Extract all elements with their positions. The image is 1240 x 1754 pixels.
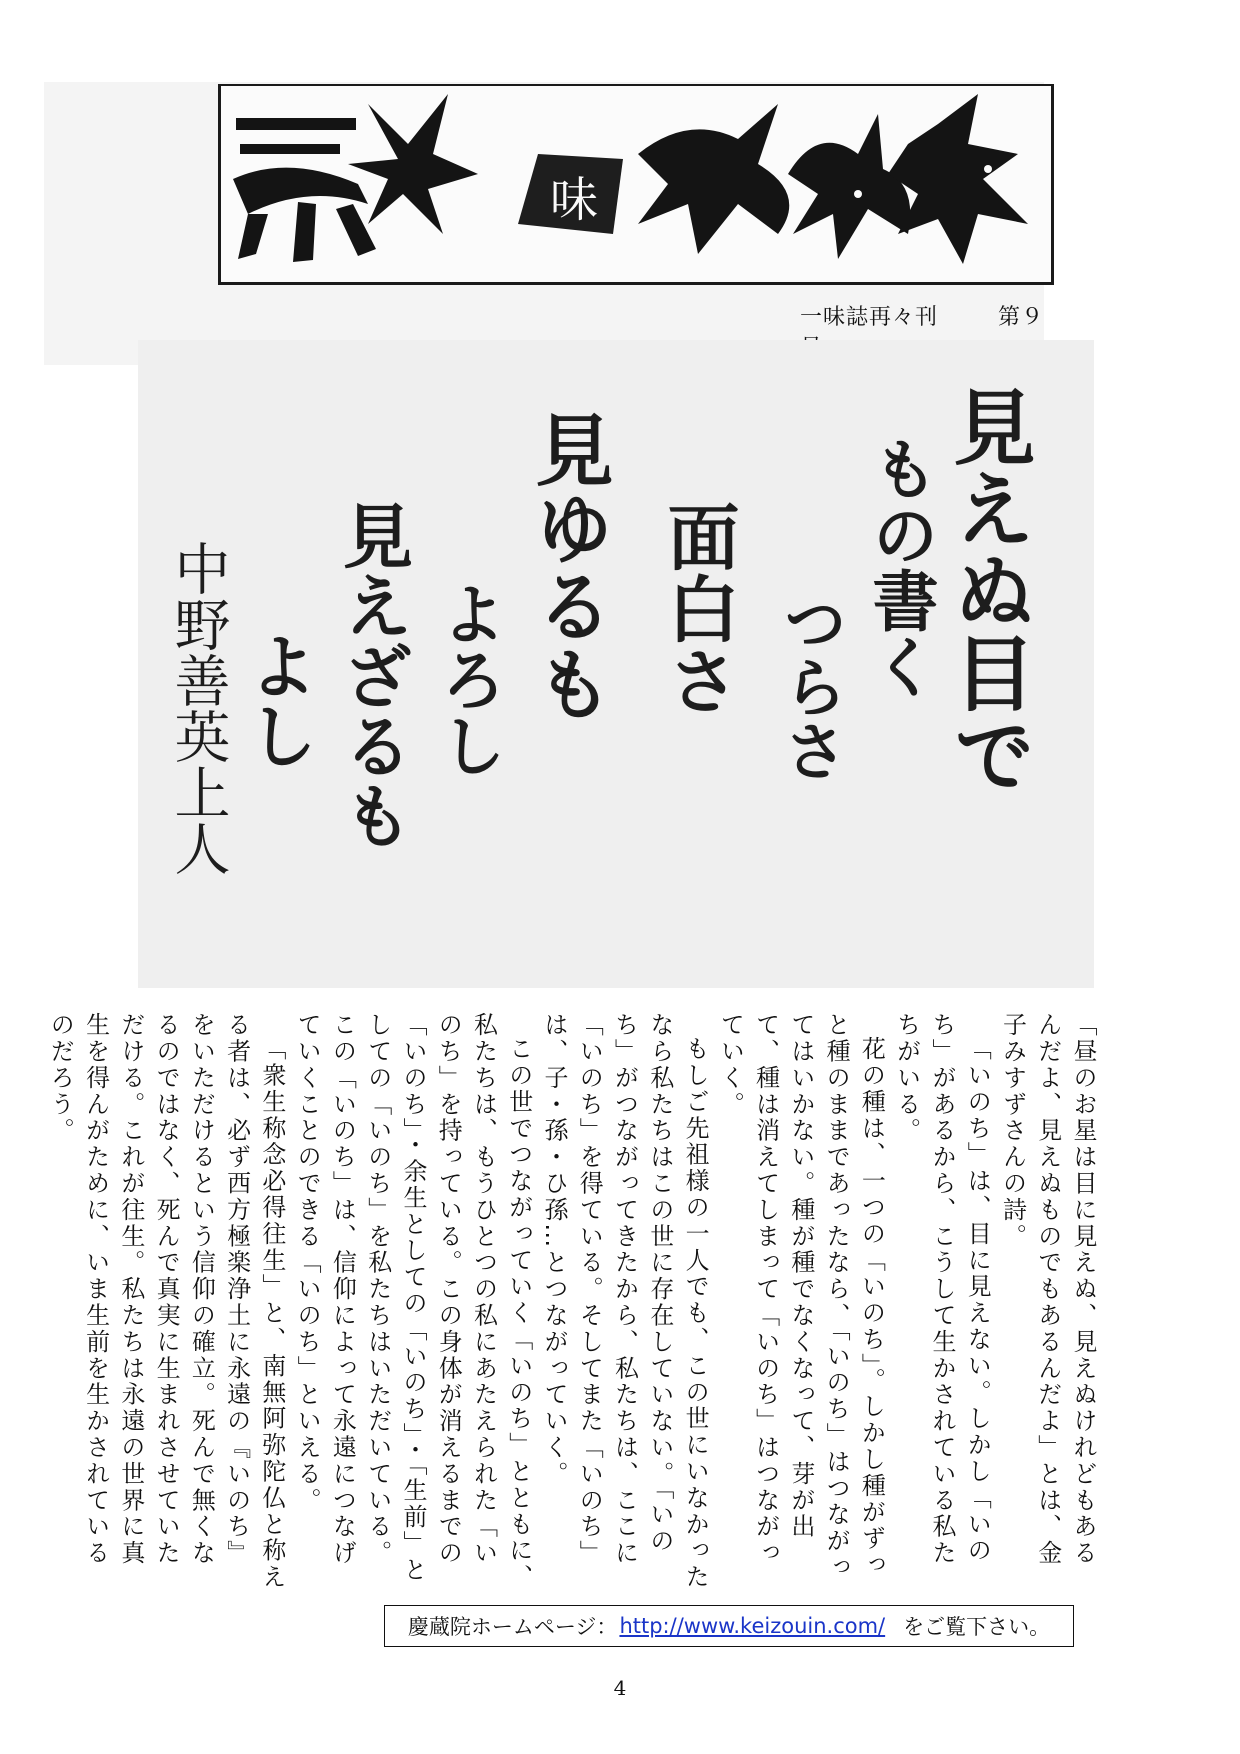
calligraphy-column: もの書く <box>861 435 939 699</box>
masthead-stroke <box>240 144 340 154</box>
calligraphy-column: よし <box>236 630 320 770</box>
issue-title: 一味誌再々刊 <box>800 305 939 330</box>
paragraph: 「いのち」は、目に見えない。しかし「いのち」があるから、こうして生かされている私たちがいる。 <box>892 1012 992 1567</box>
paragraph: もしご先祖様の一人でも、この世にいなかったなら私たちはこの世に存在していない。「いのち」がつながってきたから、私たちは、ここに「いのち」を得ている。そしてまた「いのち」は、子・孫・ひ孫…とつながっていく。 <box>540 1012 710 1591</box>
paragraph: 「衆生称念必得往生」と、南無阿弥陀仏と称える者は、必ず西方極楽浄土に永遠の『いのち』をいただけるという信仰の確立。死んで無くなるのではなく、死んで真実に生まれさせていただける。これが往生。私たちは永遠の世界に真生を得んがために、いま生前を生かされているのだろう。 <box>46 1012 286 1591</box>
bird-shape <box>638 104 789 254</box>
calligraphy-column: 見ゆるも <box>522 410 614 722</box>
calligraphy-column: よろし <box>429 580 507 778</box>
issue-number: 第９ <box>998 305 1045 330</box>
calligraphy-poem <box>138 340 1094 988</box>
calligraphy-column: 見えざるも <box>331 500 415 850</box>
issue-line <box>800 300 1100 334</box>
bird-shape <box>888 94 1028 264</box>
calligraphy-column: 面白さ <box>655 500 741 716</box>
homepage-link-box <box>384 1605 1074 1647</box>
link-prefix: 慶蔵院ホームページ： <box>407 1615 618 1639</box>
masthead-stroke <box>236 118 356 130</box>
masthead-logo <box>218 84 1048 280</box>
paragraph: 花の種は、一つの「いのち」。しかし種がずっと種のままであったなら、「いのち」はつながってはいかない。種が種でなくなって、芽が出て、種は消えてしまって「いのち」はつながっていく。 <box>716 1012 886 1581</box>
paragraph: この世でつながっていく「いのち」とともに、私たちは、もうひとつの私にあたえられた「いのち」を持っている。この身体が消えるまでの「いのち」・余生としての「いのち」・「生前」としての「いのち」を私たちはいただいている。この「いのち」は、信仰によって永遠につなげていくことのできる「いのち」といえる。 <box>293 1012 533 1591</box>
bird-shape <box>348 94 478 234</box>
page-number: 4 <box>613 1676 627 1700</box>
masthead-char: 味 <box>550 172 599 228</box>
masthead-stroke <box>238 202 376 262</box>
homepage-link[interactable]: http://www.keizouin.com/ <box>619 1614 886 1638</box>
calligraphy-column: つらさ <box>772 590 848 782</box>
paragraph: 「昼のお星は目に見えぬ、見えぬけれどもあるんだよ、見えぬものでもあるんだよ」とは、金子みすずさんの詩。 <box>998 1012 1097 1567</box>
calligraphy-column: 見えぬ目で <box>940 385 1036 795</box>
link-suffix: をご覧下さい。 <box>903 1615 1051 1639</box>
bird-shape <box>788 114 910 259</box>
article-body <box>46 1012 1100 1592</box>
calligraphy-signature: 中野善英上人 <box>165 540 231 876</box>
